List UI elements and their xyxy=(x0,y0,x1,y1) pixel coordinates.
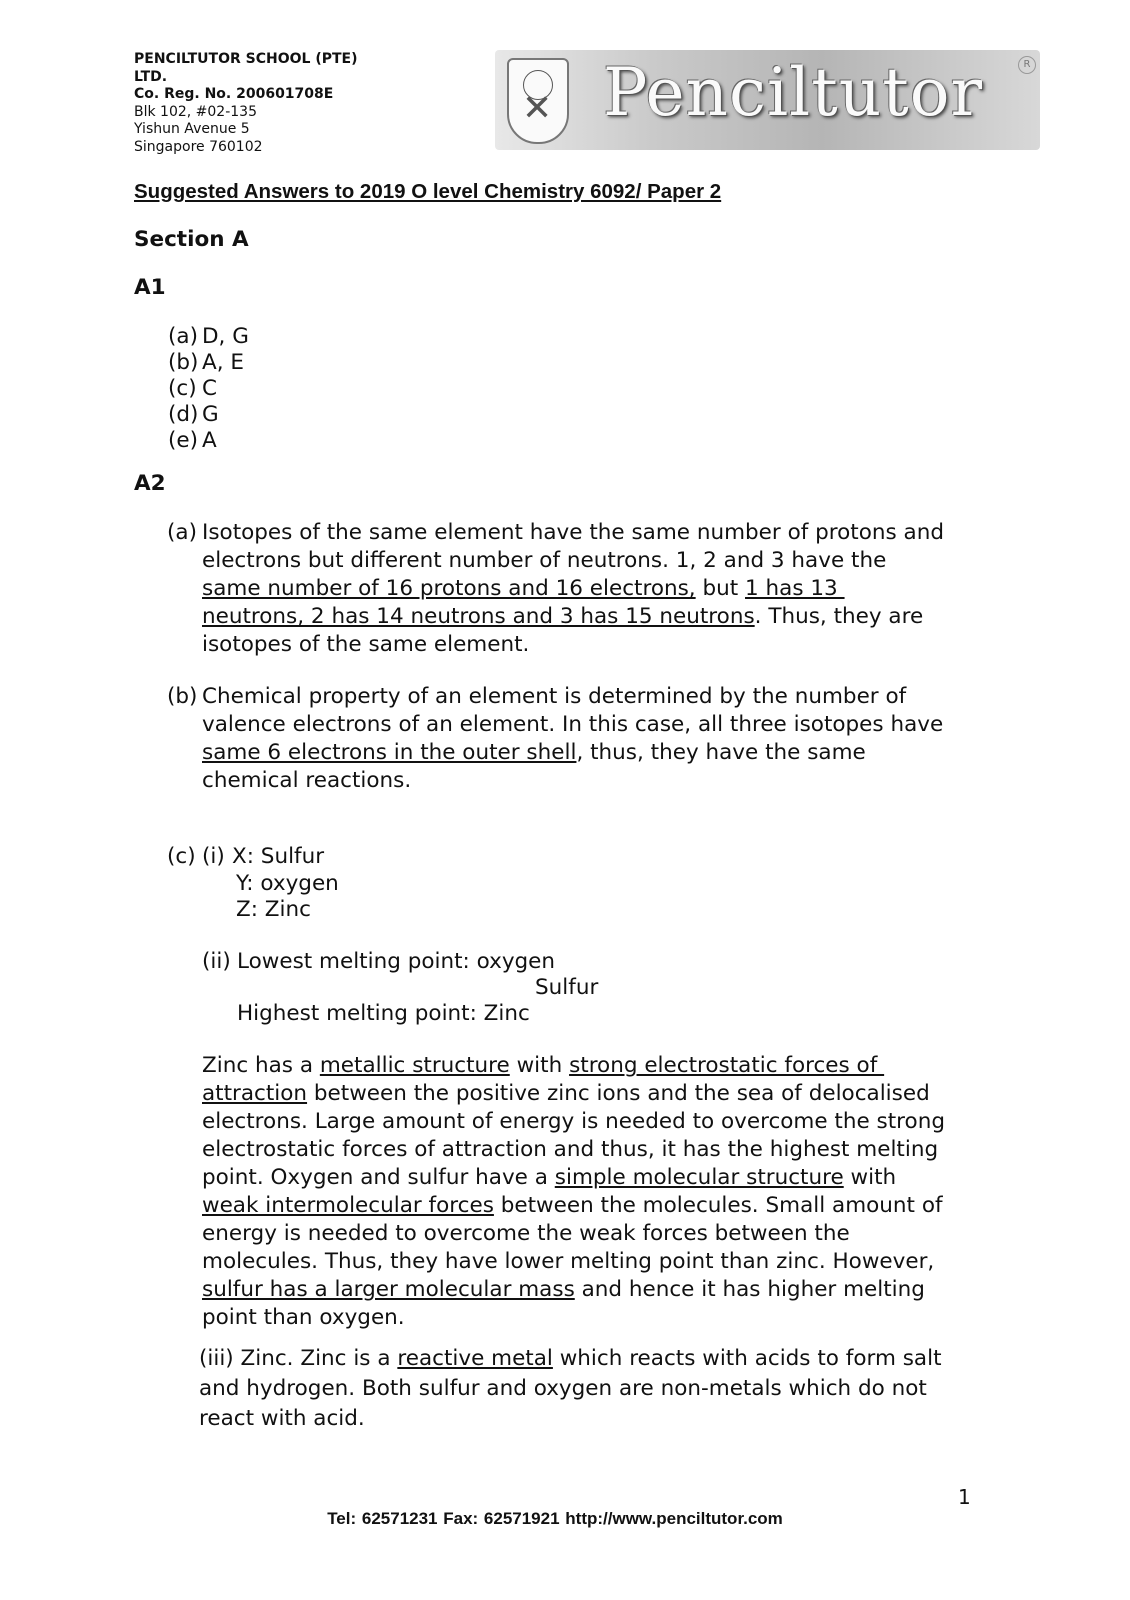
text-segment: electrons but different number of neutrons. 1, 2 and 3 have the xyxy=(202,548,887,573)
lowest-melting-point: Lowest melting point: oxygen xyxy=(237,949,556,974)
text-line xyxy=(202,1164,945,1192)
text-segment: with xyxy=(509,1053,570,1078)
highest-melting-point: Highest melting point: Zinc xyxy=(237,1001,530,1026)
item-answer: A xyxy=(202,428,217,453)
text-segment: Zinc has a xyxy=(202,1053,320,1078)
item-answer: A, E xyxy=(202,350,244,375)
text-line xyxy=(202,1248,945,1276)
address-line-3: Singapore 760102 xyxy=(134,138,263,155)
a2-part-c-i-line: Y: oxygen xyxy=(236,871,339,896)
a2-part-c-label: (c) xyxy=(167,844,196,869)
underlined-key-phrase: weak intermolecular forces xyxy=(202,1193,494,1218)
a2-part-c-i-line: Z: Zinc xyxy=(236,897,311,922)
text-line xyxy=(199,1404,942,1434)
text-line xyxy=(202,631,944,659)
text-line xyxy=(202,603,944,631)
text-segment: point than oxygen. xyxy=(202,1305,405,1330)
text-segment: but xyxy=(695,576,746,601)
item-answer: G xyxy=(202,402,219,427)
text-line xyxy=(202,1108,945,1136)
item-label: (a) xyxy=(168,324,198,349)
text-line xyxy=(202,1276,945,1304)
a2-part-c-ii-explanation xyxy=(202,1052,945,1332)
school-name-line-2: LTD. xyxy=(134,68,168,85)
item-answer: D, G xyxy=(202,324,249,349)
underlined-key-phrase: sulfur has a larger molecular mass xyxy=(202,1277,575,1302)
a2-part-c-ii-label: (ii) xyxy=(202,949,231,974)
text-segment: , thus, they have the same xyxy=(576,740,866,765)
question-a2-heading: A2 xyxy=(134,471,166,496)
a2-part-c-i-label: (i) xyxy=(202,844,225,869)
a1-answer-item xyxy=(168,376,218,402)
text-segment: react with acid. xyxy=(199,1406,365,1431)
text-line xyxy=(202,767,943,795)
text-line xyxy=(202,1220,945,1248)
text-line xyxy=(202,519,944,547)
a1-answer-list xyxy=(168,324,249,454)
shield-icon xyxy=(507,58,569,144)
item-label: (b) xyxy=(168,350,199,375)
text-line xyxy=(202,575,944,603)
question-a1-heading: A1 xyxy=(134,275,166,300)
item-label: (c) xyxy=(168,376,197,401)
text-segment: molecules. Thus, they have lower melting point than zinc. However, xyxy=(202,1249,935,1274)
text-segment: . Thus, they are xyxy=(754,604,924,629)
text-line xyxy=(202,1304,945,1332)
registered-mark-icon: R xyxy=(1018,56,1036,74)
text-segment: between the molecules. Small amount of xyxy=(493,1193,943,1218)
a2-part-b-label: (b) xyxy=(167,684,198,709)
text-line xyxy=(202,711,943,739)
text-line xyxy=(202,547,944,575)
text-line xyxy=(199,1344,942,1374)
address-line-1: Blk 102, #02-135 xyxy=(134,103,257,120)
underlined-key-phrase: 1 has 13 xyxy=(745,576,845,601)
text-segment: Chemical property of an element is determined by the number of xyxy=(202,684,907,709)
a2-part-c-iii-answer xyxy=(199,1344,942,1434)
text-line xyxy=(202,1052,945,1080)
text-segment: energy is needed to overcome the weak forces between the xyxy=(202,1221,850,1246)
text-segment: with xyxy=(843,1165,897,1190)
underlined-key-phrase: attraction xyxy=(202,1081,308,1106)
a1-answer-item xyxy=(168,324,249,350)
company-reg-number: Co. Reg. No. 200601708E xyxy=(134,86,334,102)
item-label: (d) xyxy=(168,402,199,427)
underlined-key-phrase: strong electrostatic forces of xyxy=(569,1053,885,1078)
text-segment: and hence it has higher melting xyxy=(574,1277,925,1302)
underlined-key-phrase: same number of 16 protons and 16 electrons, xyxy=(202,576,696,601)
a1-answer-item xyxy=(168,428,217,454)
a1-answer-item xyxy=(168,402,219,428)
text-line xyxy=(202,683,943,711)
address-line-2: Yishun Avenue 5 xyxy=(134,121,250,137)
underlined-key-phrase: simple molecular structure xyxy=(554,1165,844,1190)
a2-part-b-answer xyxy=(202,683,943,795)
logo-wordmark: Penciltutor xyxy=(603,54,984,131)
item-label: (e) xyxy=(168,428,199,453)
footer-contact: Tel: 62571231 Fax: 62571921 http://www.penciltutor.com xyxy=(327,1509,783,1528)
document-title: Suggested Answers to 2019 O level Chemistry 6092/ Paper 2 xyxy=(134,180,722,203)
school-name-line-1: PENCILTUTOR SCHOOL (PTE) xyxy=(134,51,358,67)
text-segment: between the positive zinc ions and the sea of delocalised xyxy=(307,1081,930,1106)
page-number: 1 xyxy=(958,1485,971,1509)
text-segment: (iii) Zinc. Zinc is a xyxy=(199,1346,398,1371)
text-segment: isotopes of the same element. xyxy=(202,632,530,657)
text-segment: chemical reactions. xyxy=(202,768,412,793)
underlined-key-phrase: neutrons, 2 has 14 neutrons and 3 has 15 neutrons xyxy=(202,604,755,629)
a1-answer-item xyxy=(168,350,244,376)
text-line xyxy=(202,1192,945,1220)
school-address-block xyxy=(134,51,358,156)
text-line xyxy=(199,1374,942,1404)
text-segment: electrons. Large amount of energy is needed to overcome the strong xyxy=(202,1109,945,1134)
a2-part-c-i-line: X: Sulfur xyxy=(232,844,325,869)
text-line xyxy=(202,1080,945,1108)
text-segment: electrostatic forces of attraction and thus, it has the highest melting xyxy=(202,1137,939,1162)
text-segment: and hydrogen. Both sulfur and oxygen are non-metals which do not xyxy=(199,1376,927,1401)
pencilutor-logo xyxy=(495,50,1040,150)
text-segment: Isotopes of the same element have the same number of protons and xyxy=(202,520,944,545)
underlined-key-phrase: same 6 electrons in the outer shell xyxy=(202,740,577,765)
underlined-key-phrase: metallic structure xyxy=(319,1053,510,1078)
a2-part-a-label: (a) xyxy=(167,520,197,545)
text-segment: valence electrons of an element. In this case, all three isotopes have xyxy=(202,712,944,737)
item-answer: C xyxy=(202,376,218,401)
text-line xyxy=(202,739,943,767)
text-line xyxy=(202,1136,945,1164)
text-segment: point. Oxygen and sulfur have a xyxy=(202,1165,555,1190)
text-segment: which reacts with acids to form salt xyxy=(552,1346,942,1371)
a2-part-a-answer xyxy=(202,519,944,659)
middle-melting-point: Sulfur xyxy=(535,975,599,1000)
section-heading: Section A xyxy=(134,227,249,252)
underlined-key-phrase: reactive metal xyxy=(397,1346,553,1371)
